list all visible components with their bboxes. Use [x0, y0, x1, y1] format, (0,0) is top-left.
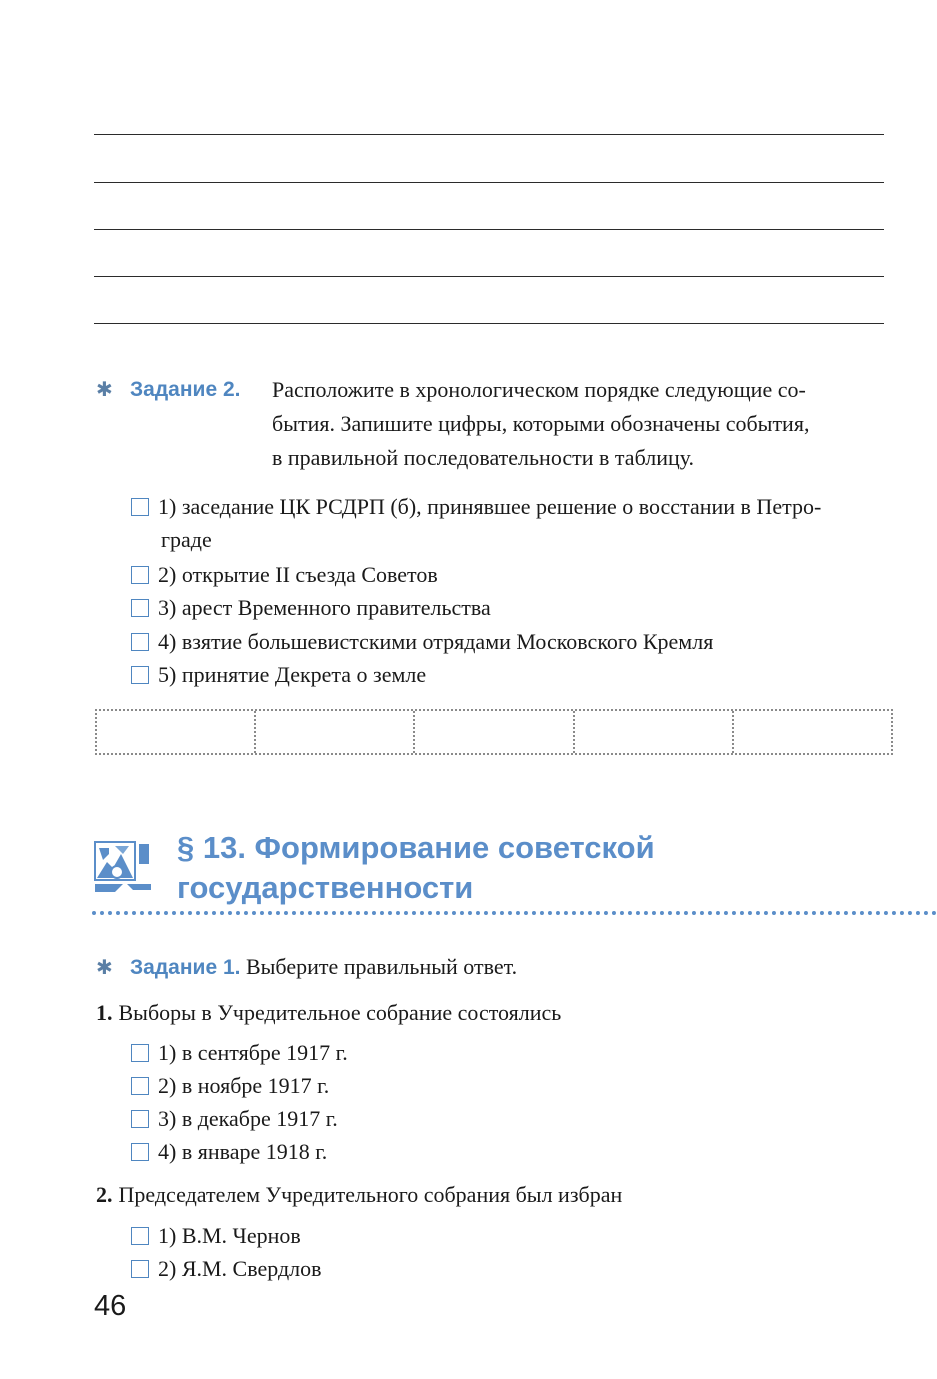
- answer-table: [95, 709, 893, 755]
- task1-label: Задание 1.: [130, 956, 241, 979]
- task2-option-4: 4) взятие большевистскими отрядами Московского Кремля: [131, 625, 713, 658]
- task2-instruction-line3: в правильной последовательности в таблицу.: [272, 445, 695, 470]
- checkbox[interactable]: [131, 1110, 149, 1128]
- checkbox[interactable]: [131, 1260, 149, 1278]
- q1-option-2: 2) в ноябре 1917 г.: [131, 1069, 329, 1102]
- q2-option-1: 1) В.М. Чернов: [131, 1219, 301, 1252]
- q1-option-4: 4) в январе 1918 г.: [131, 1135, 327, 1168]
- section-title-line1: § 13. Формирование советской: [177, 830, 655, 865]
- answer-line-4[interactable]: [94, 276, 884, 277]
- task2-label: Задание 2.: [130, 378, 241, 401]
- section-divider: [92, 911, 937, 915]
- task2-option-5: 5) принятие Декрета о земле: [131, 658, 426, 691]
- q1-option-3: 3) в декабре 1917 г.: [131, 1102, 338, 1135]
- task1-instruction: Выберите правильный ответ.: [245, 954, 518, 979]
- answer-line-1[interactable]: [94, 134, 884, 135]
- checkbox[interactable]: [131, 566, 149, 584]
- answer-line-2[interactable]: [94, 182, 884, 183]
- checkbox[interactable]: [131, 1143, 149, 1161]
- task2-option-3: 3) арест Временного правительства: [131, 591, 491, 624]
- answer-cell-1[interactable]: [97, 711, 256, 753]
- section-title-line2: государственности: [177, 870, 474, 905]
- question-number: 1.: [96, 1000, 113, 1025]
- q1-option-1: 1) в сентябре 1917 г.: [131, 1036, 348, 1069]
- checkbox[interactable]: [131, 1227, 149, 1245]
- answer-cell-4[interactable]: [575, 711, 734, 753]
- task2-option-1: 1) заседание ЦК РСДРП (б), принявшее решение о восстании в Петро- граде: [131, 490, 893, 556]
- checkbox[interactable]: [131, 1077, 149, 1095]
- section-emblem-icon: [93, 840, 153, 894]
- task1-header: [96, 950, 517, 985]
- checkbox[interactable]: [131, 666, 149, 684]
- question-text: Выборы в Учредительное собрание состоялись: [118, 1000, 562, 1025]
- answer-cell-2[interactable]: [256, 711, 415, 753]
- answer-line-5[interactable]: [94, 323, 884, 324]
- answer-cell-3[interactable]: [415, 711, 574, 753]
- answer-line-3[interactable]: [94, 229, 884, 230]
- asterisk-icon: ✱: [96, 377, 113, 401]
- checkbox[interactable]: [131, 633, 149, 651]
- task2-option-2: 2) открытие II съезда Советов: [131, 558, 438, 591]
- checkbox[interactable]: [131, 599, 149, 617]
- question-text: Председателем Учредительного собрания был избран: [118, 1182, 623, 1207]
- task2-instruction-line2: бытия. Запишите цифры, которыми обозначены события,: [272, 411, 810, 436]
- task2-header: [96, 372, 240, 407]
- question-1: [96, 996, 561, 1030]
- answer-cell-5[interactable]: [734, 711, 891, 753]
- question-number: 2.: [96, 1182, 113, 1207]
- task2-instruction-line1: Расположите в хронологическом порядке следующие со-: [272, 377, 806, 402]
- q2-option-2: 2) Я.М. Свердлов: [131, 1252, 322, 1285]
- section-title: [177, 828, 655, 908]
- question-2: [96, 1178, 622, 1212]
- page-number: 46: [94, 1290, 127, 1322]
- asterisk-icon: ✱: [96, 955, 113, 979]
- checkbox[interactable]: [131, 1044, 149, 1062]
- checkbox[interactable]: [131, 498, 149, 516]
